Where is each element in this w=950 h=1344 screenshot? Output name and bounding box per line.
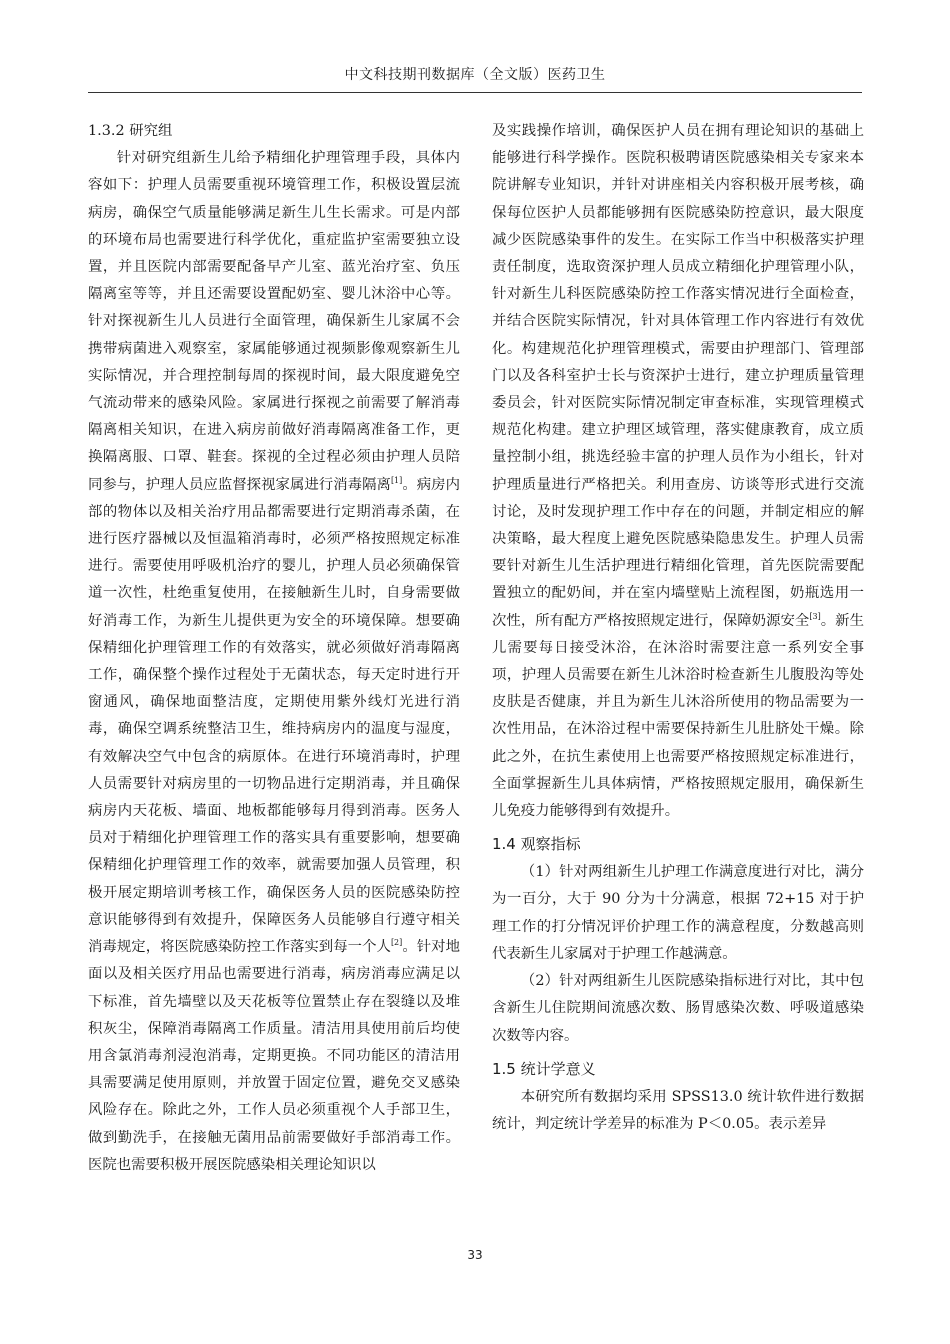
paragraph-text: 。病房内部的物体以及相关治疗用品都需要进行定期消毒杀菌，在进行医疗器械以及恒温箱消毒时，必须严格按照规定标准进行。需要使用呼吸机治疗的婴儿，护理人员必须确保管道一次性，杜绝重复使用，在接触新生儿时，自身需要做好消毒工作，为新生儿提供更为安全的环境保障。想要确保精细化护理管理工作的有效落实，就必须做好消毒隔离工作，确保整个操作过程处于无菌状态，每天定时进行开窗通风，确保地面整洁度，定期使用紫外线灯光进行消毒，确保空调系统整洁卫生，维持病房内的温度与湿度，有效解决空气中包含的病原体。在进行环境消毒时，护理人员需要针对病房里的一切物品进行定期消毒，并且确保病房内天花板、墙面、地板都能够每月得到消毒。医务人员对于精细化护理管理工作的落实具有重要影响，想要确保精细化护理管理工作的效率，就需要加强人员管理，积极开展定期培训考核工作，确保医务人员的医院感染防控意识能够得到有效提升，保障医务人员能够自行遵守相关消毒规定，将医院感染防控工作落实到每一个人 [88, 476, 460, 956]
page-number: 33 [467, 1248, 483, 1262]
citation: [2] [390, 938, 403, 948]
body-paragraph: （1）针对两组新生儿护理工作满意度进行对比，满分为一百分，大于 90 分为十分满意，根据 72+15 对于护理工作的打分情况评价护理工作的满意程度，分数越高则代表新生儿家属对于护理工作越满意。 [492, 864, 864, 962]
subsection-heading: 1.3.2 研究组 [88, 123, 173, 139]
paragraph-text: 针对研究组新生儿给予精细化护理管理手段，具体内容如下：护理人员需要重视环境管理工作，积极设置层流病房，确保空气质量能够满足新生儿生长需求。可是内部的环境布局也需要进行科学优化，重症监护室需要独立设置，并且医院内部需要配备早产儿室、蓝光治疗室、负压隔离室等等，并且还需要设置配奶室、婴儿沐浴中心等。针对探视新生儿人员进行全面管理，确保新生儿家属不会携带病菌进入观察室，家属能够通过视频影像观察新生儿实际情况，并合理控制每周的探视时间，最大限度避免空气流动带来的感染风险。家属进行探视之前需要了解消毒隔离相关知识，在进入病房前做好消毒隔离准备工作，更换隔离服、口罩、鞋套。探视的全过程必须由护理人员陪同参与，护理人员应监督探视家属进行消毒隔离 [88, 150, 460, 493]
body-paragraph [492, 118, 864, 825]
section-heading: 1.4 观察指标 [492, 835, 581, 854]
right-column [492, 118, 864, 1138]
citation: [1] [390, 475, 403, 485]
left-column [88, 118, 460, 1179]
body-paragraph: （2）针对两组新生儿医院感染指标进行对比，其中包含新生儿住院期间流感次数、肠胃感染次数、呼吸道感染次数等内容。 [492, 973, 864, 1044]
body-paragraph [88, 145, 460, 1179]
paragraph-text: 。针对地面以及相关医疗用品也需要进行消毒，病房消毒应满足以下标准，首先墙壁以及天花板等位置禁止存在裂缝以及堆积灰尘，保障消毒隔离工作质量。清洁用具使用前后均使用含氯消毒剂浸泡消毒，定期更换。不同功能区的清洁用具需要满足使用原则，并放置于固定位置，避免交叉感染风险存在。除此之外，工作人员必须重视个人手部卫生，做到勤洗手，在接触无菌用品前需要做好手部消毒工作。医院也需要积极开展医院感染相关理论知识以 [88, 939, 460, 1173]
journal-header: 中文科技期刊数据库（全文版）医药卫生 [88, 64, 862, 93]
body-paragraph: 本研究所有数据均采用 SPSS13.0 统计软件进行数据统计，判定统计学差异的标准为 P＜0.05。表示差异 [492, 1088, 864, 1132]
paragraph-text: 。新生儿需要每日接受沐浴，在沐浴时需要注意一系列安全事项，护理人员需要在新生儿沐浴时检查新生儿腹股沟等处皮肤是否健康，并且为新生儿沐浴所使用的物品需要为一次性用品，在沐浴过程中需要保持新生儿肚脐处干燥。除此之外，在抗生素使用上也需要严格按照规定标准进行，全面掌握新生儿具体病情，严格按照规定服用，确保新生儿免疫力能够得到有效提升。 [492, 612, 864, 820]
paragraph-text: 及实践操作培训，确保医护人员在拥有理论知识的基础上能够进行科学操作。医院积极聘请医院感染相关专家来本院讲解专业知识，并针对讲座相关内容积极开展考核，确保每位医护人员都能够拥有医院感染防控意识，最大限度减少医院感染事件的发生。在实际工作当中积极落实护理责任制度，选取资深护理人员成立精细化护理管理小队，针对新生儿科医院感染防控工作落实情况进行全面检查，并结合医院实际情况，针对具体管理工作内容进行有效优化。构建规范化护理管理模式，需要由护理部门、管理部门以及各科室护士长与资深护士进行，建立护理质量管理委员会，针对医院实际情况制定审查标准，实现管理模式规范化构建。建立护理区域管理，落实健康教育，成立质量控制小组，挑选经验丰富的护理人员作为小组长，针对护理质量进行严格把关。利用查房、访谈等形式进行交流讨论，及时发现护理工作中存在的问题，并制定相应的解决策略，最大程度上避免医院感染隐患发生。护理人员需要针对新生儿生活护理进行精细化管理，首先医院需要配置独立的配奶间，并在室内墙壁贴上流程图，奶瓶选用一次性，所有配方严格按照规定进行，保障奶源安全 [492, 123, 864, 629]
citation: [3] [809, 611, 821, 621]
section-heading: 1.5 统计学意义 [492, 1059, 596, 1078]
